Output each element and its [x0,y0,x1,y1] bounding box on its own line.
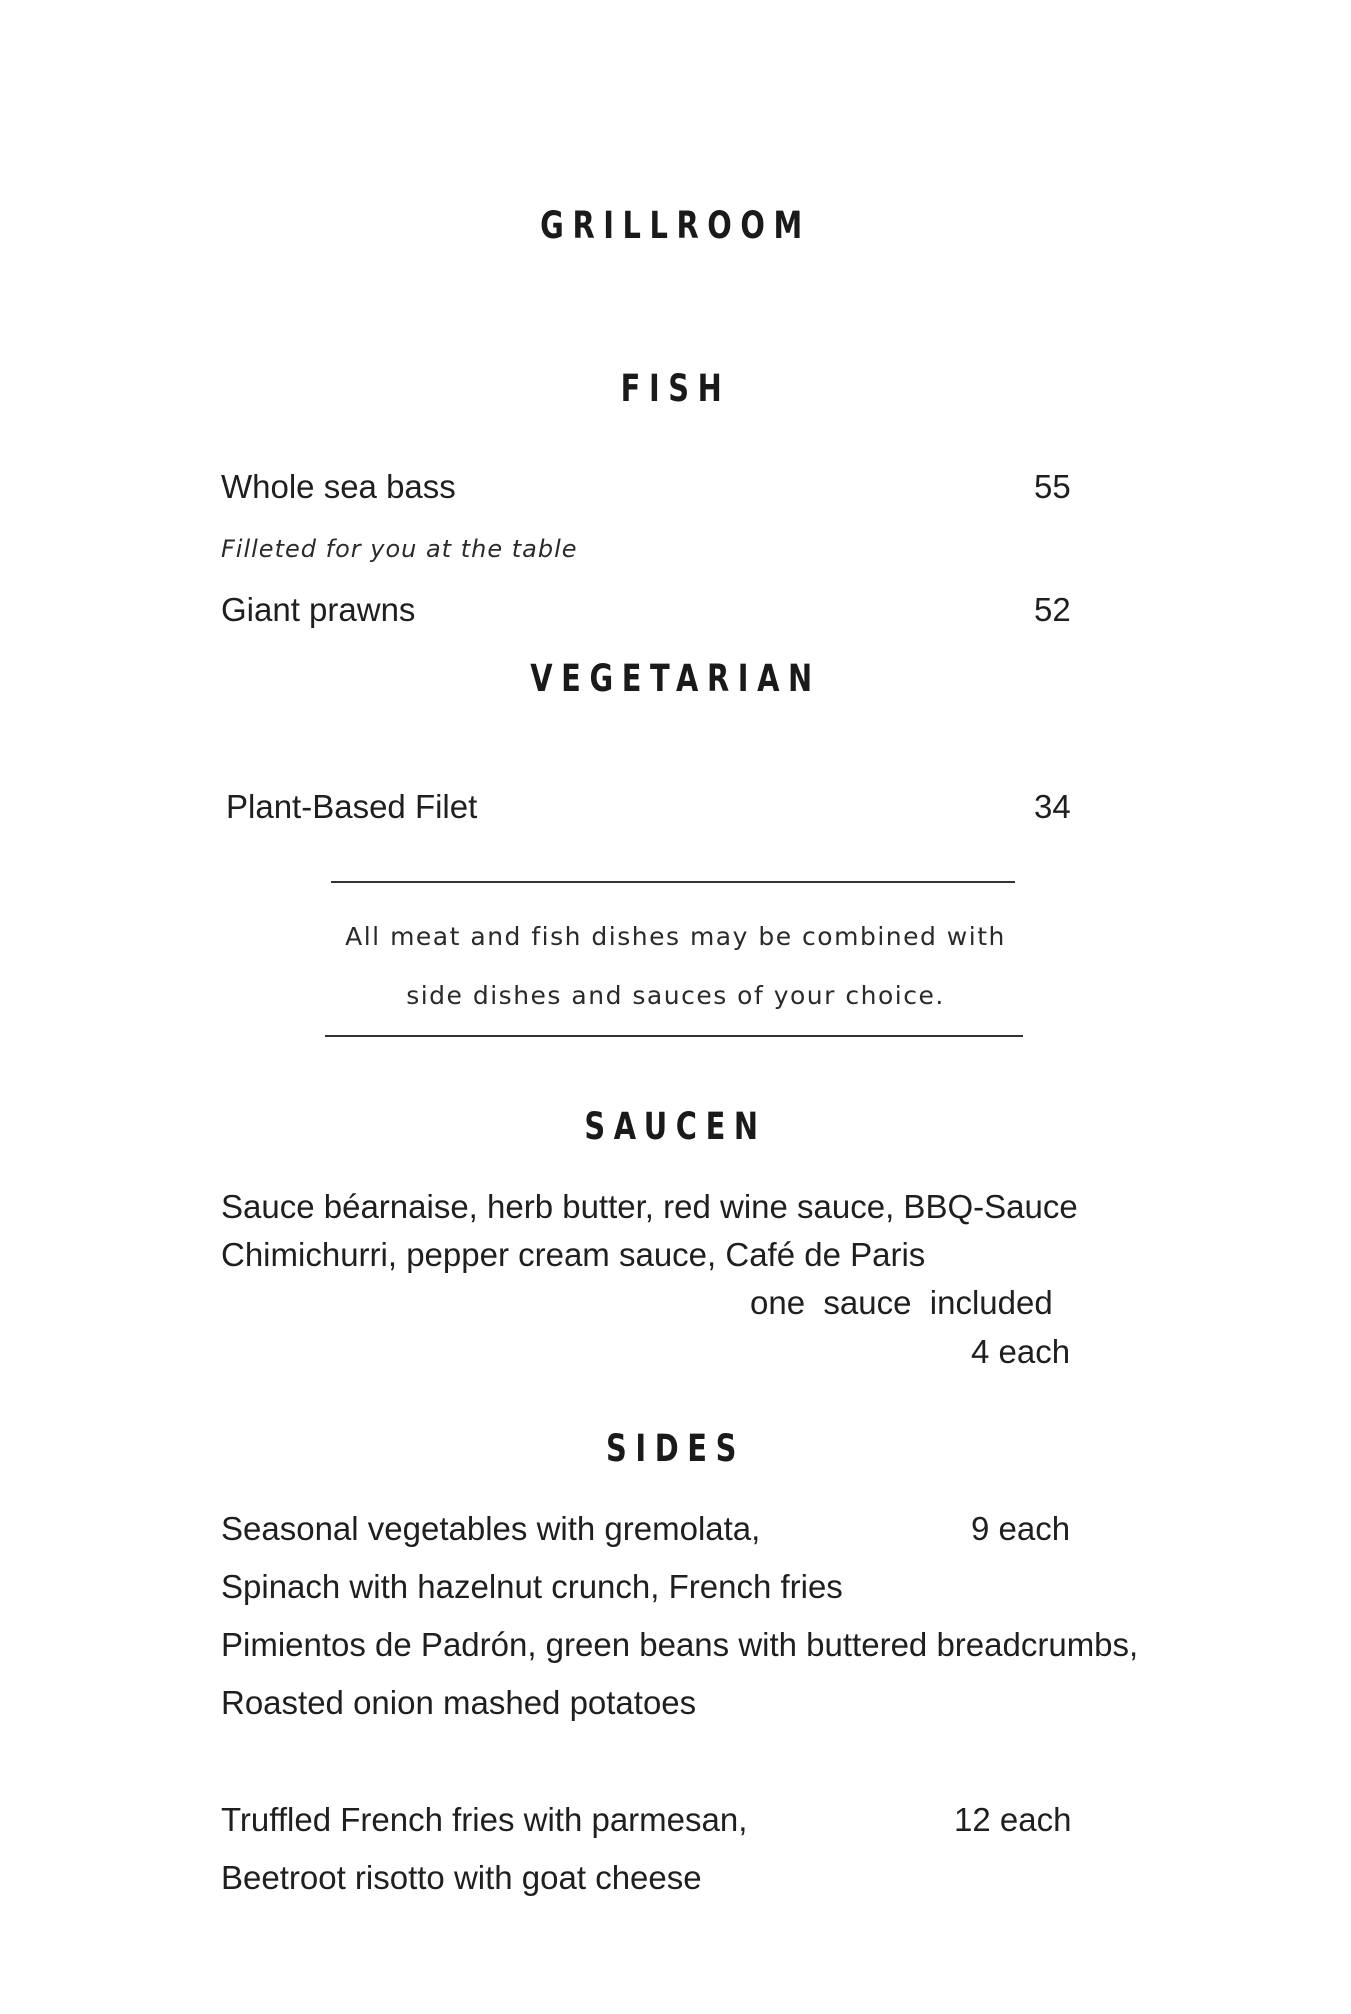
section-heading-fish: FISH [620,367,731,410]
side-line: Pimientos de Padrón, green beans with buttered breadcrumbs, [221,1626,1139,1663]
info-text-line-1: All meat and fish dishes may be combined with [345,922,1006,951]
menu-item-name: Giant prawns [221,591,416,628]
info-text-line-2: side dishes and sauces of your choice. [406,981,945,1010]
menu-title: GRILLROOM [540,204,811,247]
divider-top [331,881,1015,883]
side-price: 9 each [971,1510,1071,1547]
section-heading-sides: SIDES [606,1427,745,1470]
menu-item-note: Filleted for you at the table [221,535,578,563]
menu-item-name: Whole sea bass [221,468,456,505]
menu-item-name: Plant-Based Filet [226,788,478,825]
side-line: Truffled French fries with parmesan, [221,1801,748,1838]
menu-item-price: 52 [1034,591,1071,628]
side-line: Seasonal vegetables with gremolata, [221,1510,761,1547]
sauce-included-note: one sauce included [750,1284,1053,1321]
side-price: 12 each [954,1801,1072,1838]
sauce-price: 4 each [971,1333,1071,1370]
divider-bottom [325,1035,1023,1037]
side-line: Beetroot risotto with goat cheese [221,1859,702,1896]
sauce-list-line-1: Sauce béarnaise, herb butter, red wine sauce, BBQ-Sauce [221,1188,1078,1225]
menu-item-price: 34 [1034,788,1071,825]
side-line: Roasted onion mashed potatoes [221,1684,697,1721]
menu-item-price: 55 [1034,468,1071,505]
section-heading-vegetarian: VEGETARIAN [530,657,821,700]
side-line: Spinach with hazelnut crunch, French fries [221,1568,843,1605]
section-heading-saucen: SAUCEN [584,1105,767,1148]
sauce-list-line-2: Chimichurri, pepper cream sauce, Café de Paris [221,1236,926,1273]
